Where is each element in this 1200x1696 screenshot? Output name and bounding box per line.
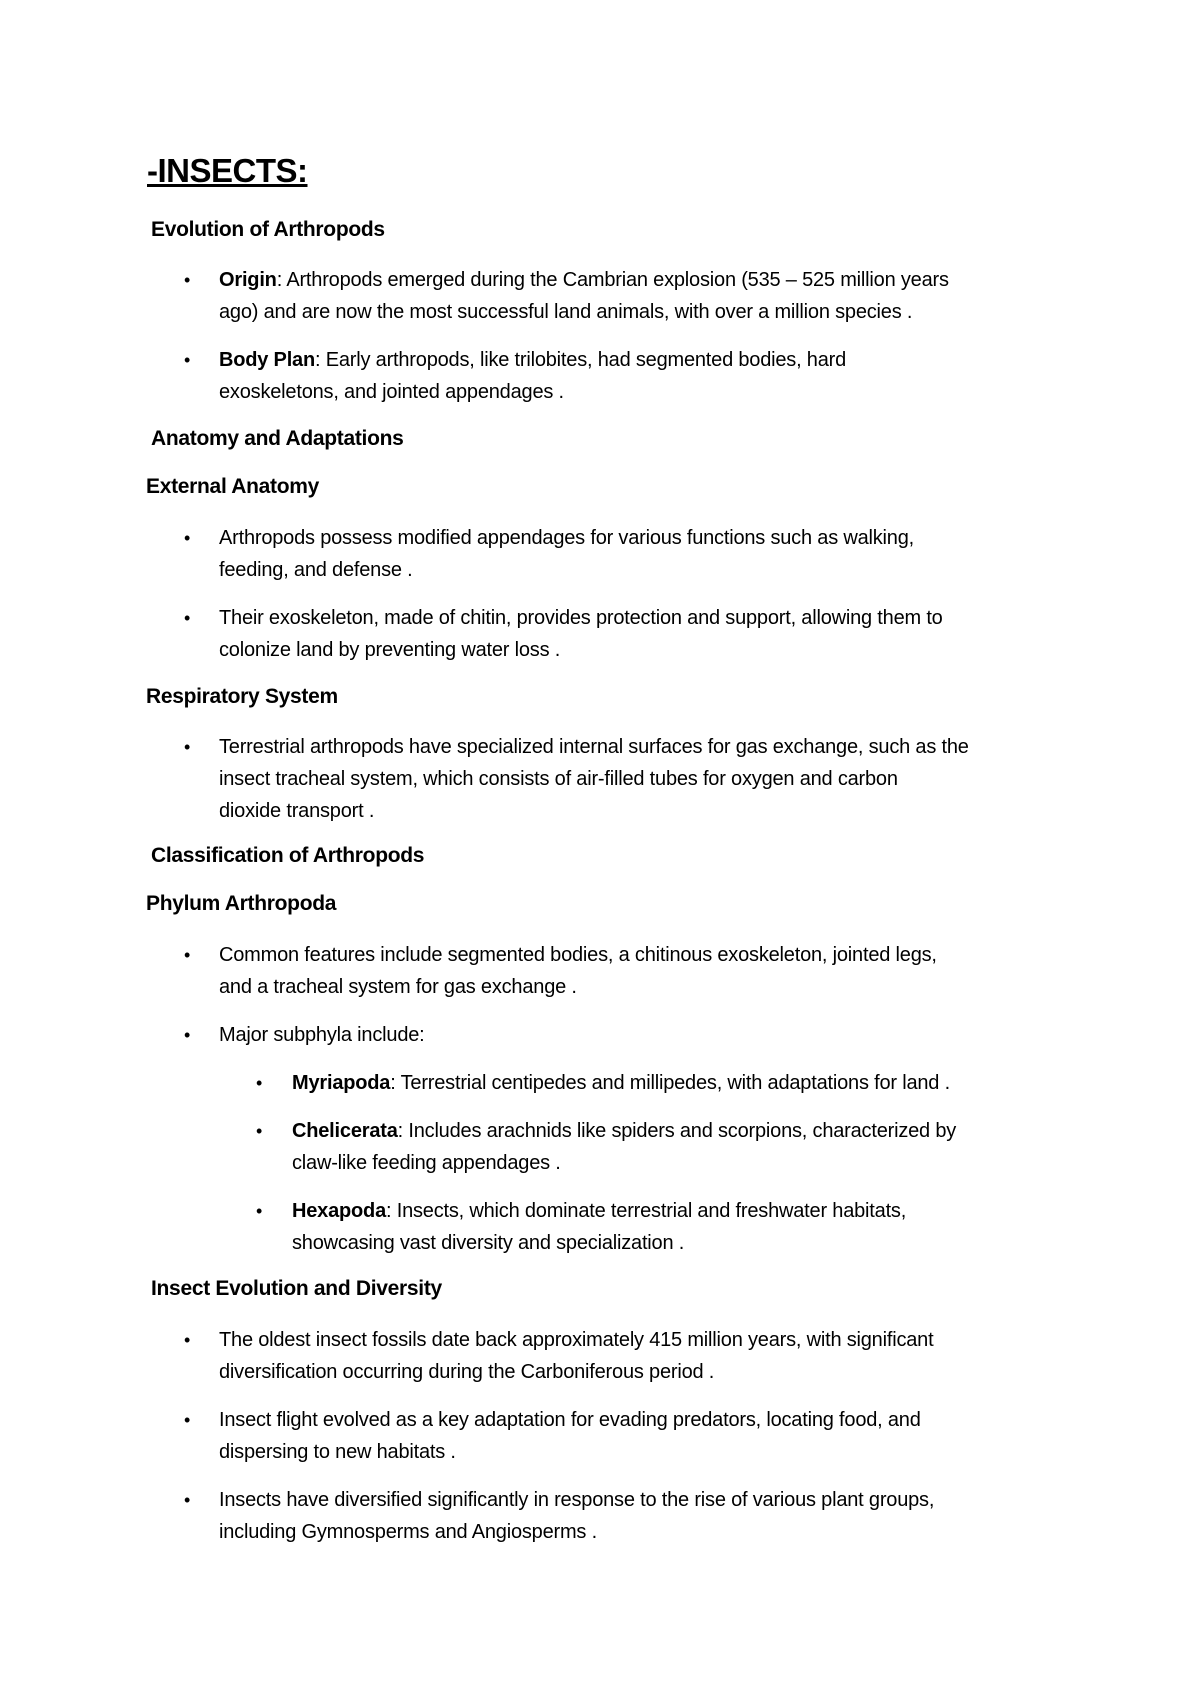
- item-line: Insects have diversified significantly in response to the rise of various plant groups,: [219, 1489, 935, 1511]
- bullet-icon: •: [184, 1490, 191, 1510]
- item-label: Chelicerata: [292, 1120, 398, 1142]
- item-line: claw-like feeding appendages .: [292, 1152, 561, 1174]
- item-line: [292, 1067, 950, 1099]
- item-line: [292, 1115, 956, 1147]
- item-line: dioxide transport .: [219, 800, 375, 822]
- item-line: The oldest insect fossils date back approximately 415 million years, with significant: [219, 1329, 934, 1351]
- item-line: diversification occurring during the Carboniferous period .: [219, 1361, 715, 1383]
- item-label: Myriapoda: [292, 1072, 391, 1094]
- bullet-icon: •: [184, 270, 191, 290]
- heading-classification: Classification of Arthropods: [151, 844, 425, 867]
- item-line: [219, 344, 846, 376]
- bullet-icon: •: [184, 1330, 191, 1350]
- item-line: Their exoskeleton, made of chitin, provides protection and support, allowing them to: [219, 607, 943, 629]
- heading-anatomy: Anatomy and Adaptations: [151, 427, 404, 450]
- item-line: Terrestrial arthropods have specialized internal surfaces for gas exchange, such as the: [219, 736, 969, 758]
- item-line: [219, 264, 949, 296]
- item-line: including Gymnosperms and Angiosperms .: [219, 1521, 597, 1543]
- item-text: Arthropods emerged during the Cambrian explosion (535 – 525 million years: [286, 269, 949, 291]
- item-line: ago) and are now the most successful land animals, with over a million species .: [219, 301, 913, 323]
- item-text: Terrestrial centipedes and millipedes, with adaptations for land .: [400, 1072, 950, 1094]
- subheading-respiratory-system: Respiratory System: [146, 685, 338, 708]
- bullet-icon: •: [256, 1121, 263, 1141]
- item-line: insect tracheal system, which consists of air-filled tubes for oxygen and carbon: [219, 768, 898, 790]
- subheading-phylum-arthropoda: Phylum Arthropoda: [146, 892, 337, 915]
- bullet-icon: •: [184, 945, 191, 965]
- item-line: Major subphyla include:: [219, 1024, 425, 1046]
- item-text: Includes arachnids like spiders and scorpions, characterized by: [408, 1120, 957, 1142]
- item-line: [292, 1195, 906, 1227]
- item-line: dispersing to new habitats .: [219, 1441, 456, 1463]
- item-label: Hexapoda: [292, 1200, 386, 1222]
- item-line: exoskeletons, and jointed appendages .: [219, 381, 564, 403]
- bullet-icon: •: [184, 737, 191, 757]
- item-line: Insect flight evolved as a key adaptation for evading predators, locating food, and: [219, 1409, 921, 1431]
- item-line: showcasing vast diversity and specialization .: [292, 1232, 685, 1254]
- item-text: Insects, which dominate terrestrial and freshwater habitats,: [396, 1200, 907, 1222]
- item-line: colonize land by preventing water loss .: [219, 639, 561, 661]
- item-label: Origin: [219, 269, 277, 291]
- page-title: -INSECTS:: [147, 152, 308, 189]
- bullet-icon: •: [184, 528, 191, 548]
- item-separator: :: [386, 1200, 397, 1222]
- item-label: Body Plan: [219, 349, 315, 371]
- item-line: Arthropods possess modified appendages for various functions such as walking,: [219, 527, 915, 549]
- bullet-icon: •: [184, 350, 191, 370]
- bullet-icon: •: [184, 608, 191, 628]
- bullet-icon: •: [256, 1073, 263, 1093]
- item-separator: :: [390, 1072, 401, 1094]
- item-text: Early arthropods, like trilobites, had segmented bodies, hard: [325, 349, 847, 371]
- item-line: and a tracheal system for gas exchange .: [219, 976, 577, 998]
- subheading-external-anatomy: External Anatomy: [146, 475, 319, 498]
- bullet-icon: •: [256, 1201, 263, 1221]
- heading-insect-evolution: Insect Evolution and Diversity: [151, 1277, 442, 1300]
- item-separator: :: [276, 269, 287, 291]
- item-separator: :: [315, 349, 326, 371]
- item-line: Common features include segmented bodies, a chitinous exoskeleton, jointed legs,: [219, 944, 937, 966]
- heading-evolution: Evolution of Arthropods: [151, 218, 385, 241]
- item-separator: :: [397, 1120, 409, 1142]
- item-line: feeding, and defense .: [219, 559, 413, 581]
- bullet-icon: •: [184, 1410, 191, 1430]
- bullet-icon: •: [184, 1025, 191, 1045]
